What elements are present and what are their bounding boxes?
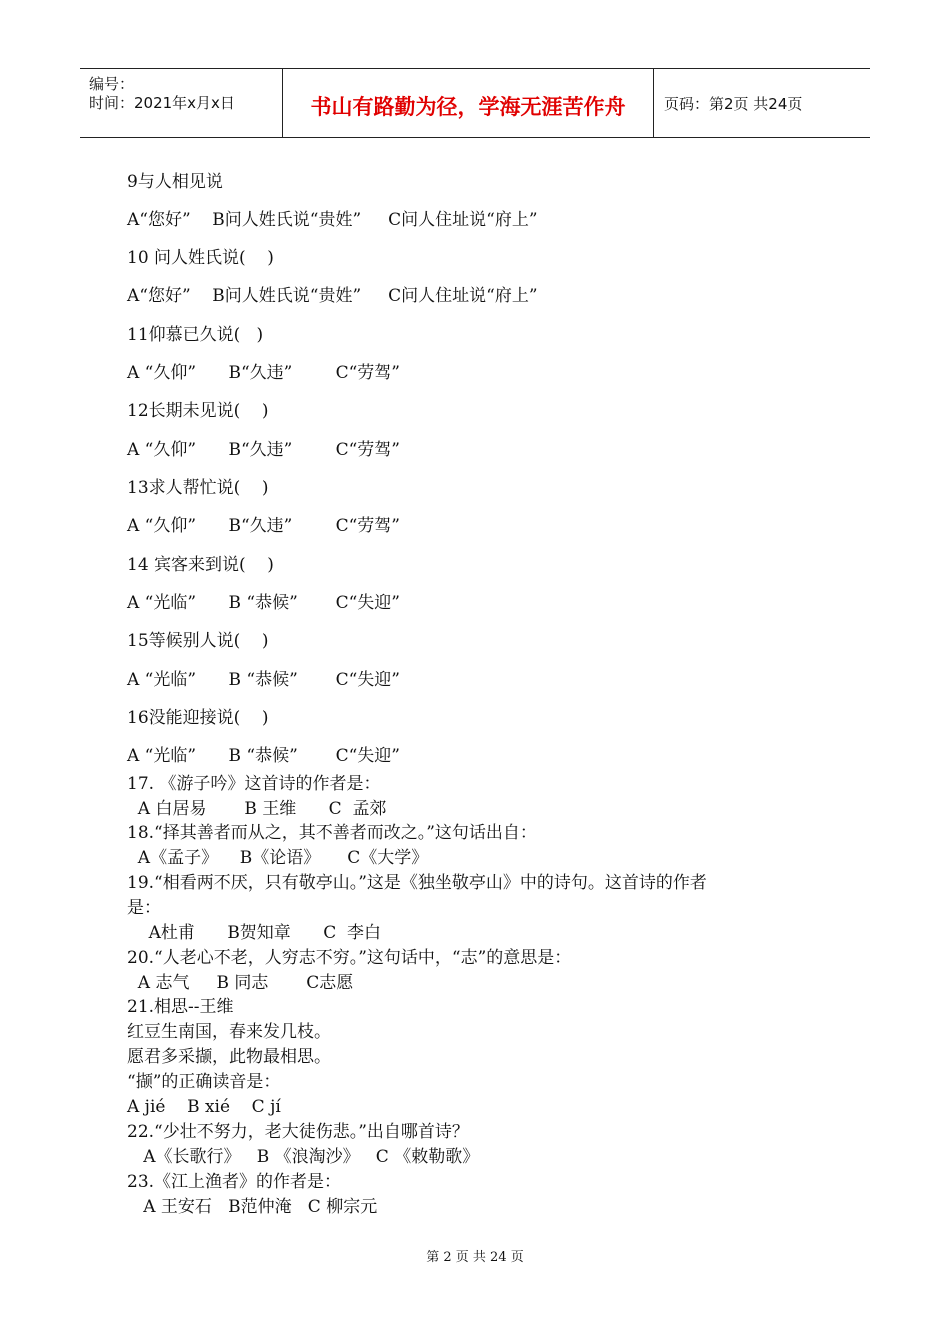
header-meta-cell (80, 69, 283, 137)
question-options: A “久仰” B“久违” C“劳驾” (127, 440, 400, 460)
text-line: 19.“相看两不厌，只有敬亭山。”这是《独坐敬亭山》中的诗句。这首诗的作者 (127, 873, 707, 893)
document-header (80, 68, 870, 138)
text-line: 23.《江上渔者》的作者是： (127, 1172, 342, 1192)
header-page-cell (654, 69, 870, 137)
question-options: A “光临” B “恭候” C“失迎” (127, 670, 400, 690)
question-stem: 13求人帮忙说( ) (127, 478, 269, 498)
text-line: A 志气 B 同志 C志愿 (127, 973, 354, 993)
motto: 书山有路勤为径，学海无涯苦作舟 (310, 95, 626, 119)
page-footer: 第 2 页 共 24 页 (426, 1250, 524, 1265)
text-line: 愿君多采撷，此物最相思。 (127, 1047, 331, 1067)
text-line: 17. 《游子吟》这首诗的作者是： (127, 774, 381, 794)
question-options: A “久仰” B“久违” C“劳驾” (127, 516, 400, 536)
question-stem: 10 问人姓氏说( ) (127, 248, 274, 268)
question-stem: 9与人相见说 (127, 172, 223, 192)
header-motto-cell (283, 69, 654, 137)
serial-label: 编号： (89, 75, 135, 93)
text-line: A 白居易 B 王维 C 孟郊 (127, 799, 387, 819)
text-line: 21.相思--王维 (127, 997, 234, 1017)
question-stem: 15等候别人说( ) (127, 631, 269, 651)
text-line: 红豆生南国，春来发几枝。 (127, 1022, 331, 1042)
page-info: 页码：第2页 共24页 (664, 95, 803, 113)
question-stem: 12长期未见说( ) (127, 401, 269, 421)
question-options: A “光临” B “恭候” C“失迎” (127, 746, 400, 766)
question-options: A “光临” B “恭候” C“失迎” (127, 593, 400, 613)
text-line: 22.“少壮不努力，老大徒伤悲。”出自哪首诗？ (127, 1122, 469, 1142)
text-line: A jié B xié C jí (127, 1097, 281, 1117)
text-line: A 王安石 B范仲淹 C 柳宗元 (127, 1197, 378, 1217)
question-options: A“您好” B问人姓氏说“贵姓” C问人住址说“府上” (127, 210, 538, 230)
text-line: “撷”的正确读音是： (127, 1072, 281, 1092)
text-line: 18.“择其善者而从之，其不善者而改之。”这句话出自： (127, 823, 537, 843)
text-line: 是： (127, 898, 161, 918)
question-stem: 16没能迎接说( ) (127, 708, 269, 728)
text-line: A《长歌行》 B 《浪淘沙》 C 《敕勒歌》 (127, 1147, 480, 1167)
text-line: A《孟子》 B《论语》 C《大学》 (127, 848, 429, 868)
question-stem: 11仰慕已久说( ) (127, 325, 264, 345)
question-options: A “久仰” B“久违” C“劳驾” (127, 363, 400, 383)
text-line: 20.“人老心不老，人穷志不穷。”这句话中，“志”的意思是： (127, 948, 572, 968)
question-options: A“您好” B问人姓氏说“贵姓” C问人住址说“府上” (127, 286, 538, 306)
question-stem: 14 宾客来到说( ) (127, 555, 274, 575)
time-label: 时间：2021年x月x日 (89, 94, 235, 112)
text-line: A杜甫 B贺知章 C 李白 (127, 923, 382, 943)
